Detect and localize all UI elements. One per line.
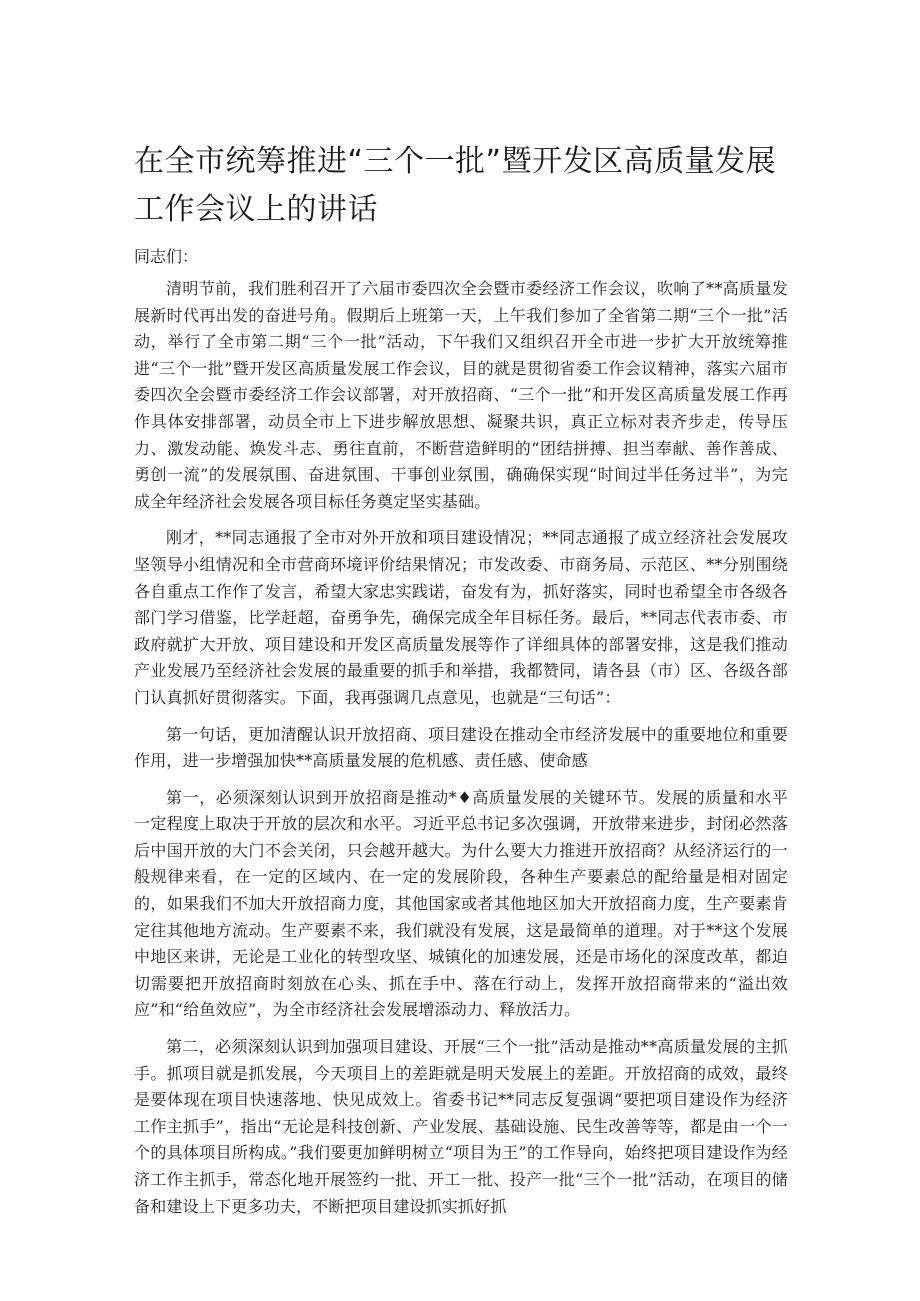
salutation: 同志们： [134,247,199,266]
paragraph-1: 清明节前，我们胜利召开了六届市委四次全会暨市委经济工作会议，吹响了**高质量发展新时代再出发的奋进号角。假期后上班第一天，上午我们参加了全省第二期“三个一批”活动，举行了全市第二期“三个一批”活动，下午我们又组织召开全市进一步扩大开放统筹推进“三个一批”暨开发区高质量发展工作会议，目的就是贯彻省委工作会议精神，落实六届市委四次全会暨市委经济工作会议部署，对开放招商、“三个一批”和开发区高质量发展工作再作具体安排部署，动员全市上下进步解放思想、凝聚共识，真正立标对表齐步走，传导压力、激发动能、焕发斗志、勇往直前，不断营造鲜明的“团结拼搏、担当奉献、善作善成、勇创一流”的发展氛围、奋进氛围、干事创业氛围，确确保实现“时间过半任务过半”，为完成全年经济社会发展各项目标任务奠定坚实基础。 [134,279,788,511]
document-title: 在全市统筹推进“三个一批”暨开发区高质量发展工作会议上的讲话 [134,144,777,227]
paragraph-3-section-heading: 第一句话，更加清醒认识开放招商、项目建设在推动全市经济发展中的重要地位和重要作用，进一步增强加快**高质量发展的危机感、责任感、使命感 [134,724,788,771]
paragraph-5: 第二，必须深刻认识到加强项目建设、开展“三个一批”活动是推动**高质量发展的主抓手。抓项目就是抓发展，今天项目上的差距就是明天发展上的差距。开放招商的成效，最终是要体现在项目快速落地、快见成效上。省委书记**同志反复强调“要把项目建设作为经济工作主抓手”，指出“无论是科技创新、产业发展、基础设施、民生改善等等，都是由一个一个的具体项目所构成。”我们要更加鲜明树立“项目为王”的工作导向，始终把项目建设作为经济工作主抓手，常态化地开展签约一批、开工一批、投产一批“三个一批”活动，在项目的储备和建设上下更多功夫，不断把项目建设抓实抓好抓 [134,1037,788,1216]
paragraph-2: 刚才，**同志通报了全市对外开放和项目建设情况；**同志通报了成立经济社会发展攻坚领导小组情况和全市营商环境评价结果情况；市发改委、市商务局、示范区、**分别围绕各自重点工作作了发言，希望大家忠实践诺，奋发有为，抓好落实，同时也希望全市各级各部门学习借鉴，比学赶超，奋勇争先，确保完成全年目标任务。最后，**同志代表市委、市政府就扩大开放、项目建设和开发区高质量发展等作了详细具体的部署安排，这是我们推动产业发展乃至经济社会发展的最重要的抓手和举措，我都赞同，请各县（市）区、各级各部门认真抓好贯彻落实。下面，我再强调几点意见，也就是“三句话”： [134,528,788,707]
paragraph-4: 第一，必须深刻认识到开放招商是推动*♦高质量发展的关键环节。发展的质量和水平一定程度上取决于开放的层次和水平。习近平总书记多次强调，开放带来进步，封闭必然落后中国开放的大门不会关闭，只会越开越大。为什么要大力推进开放招商？从经济运行的一般规律来看，在一定的区域内、在一定的发展阶段，各种生产要素总的配给量是相对固定的，如果我们不加大开放招商力度，其他国家或者其他地区加大开放招商力度，生产要素肯定往其他地方流动。生产要素不来，我们就没有发展，这是最简单的道理。对于**这个发展中地区来讲，无论是工业化的转型攻坚、城镇化的加速发展，还是市场化的深度改革，都迫切需要把开放招商时刻放在心头、抓在手中、落在行动上，发挥开放招商带来的“溢出效应”和“给鱼效应”，为全市经济社会发展增添动力、释放活力。 [134,787,788,1020]
document-page [134,138,788,1230]
